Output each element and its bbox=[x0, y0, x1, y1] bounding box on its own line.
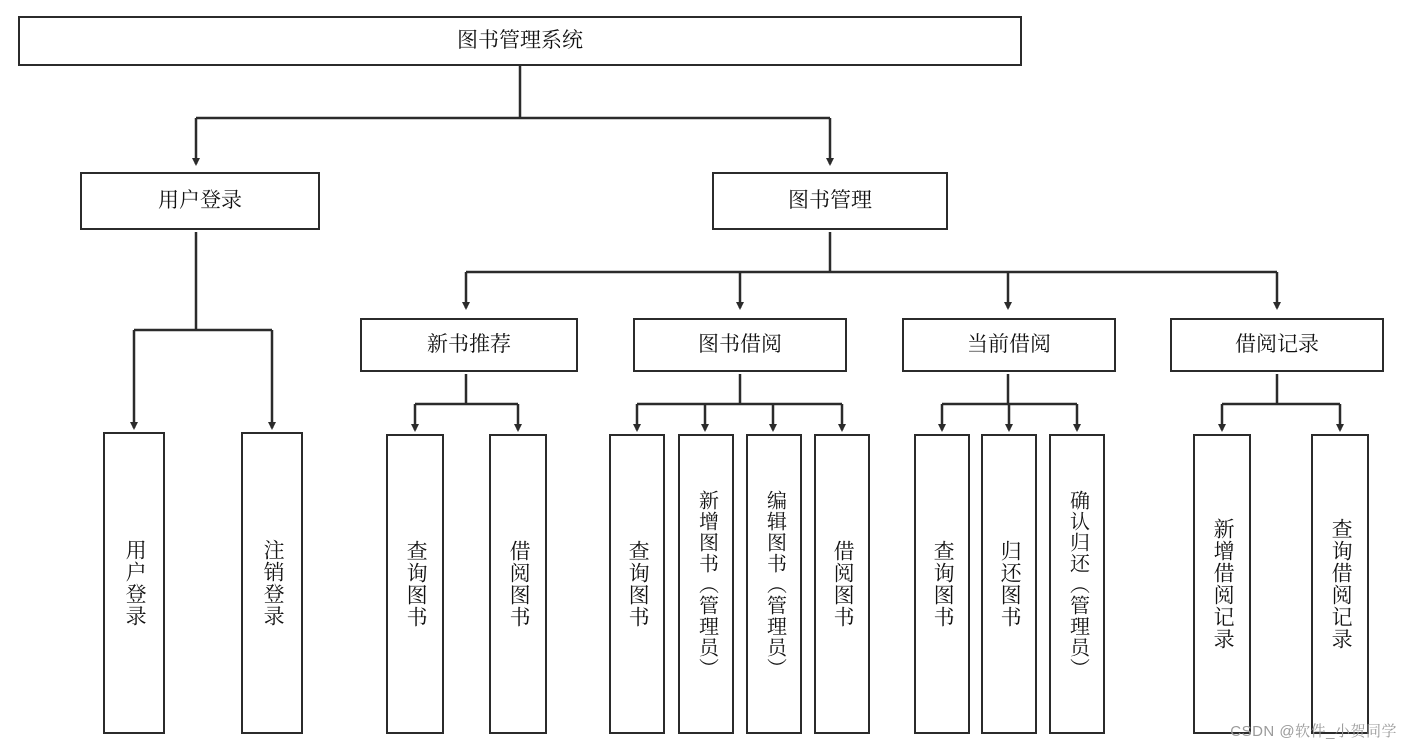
watermark: CSDN @软件_小贺同学 bbox=[1230, 723, 1397, 740]
node-user-login[interactable] bbox=[80, 172, 320, 230]
leaf-current-query-label: 查询图书 bbox=[931, 540, 955, 628]
leaf-borrow-edit-label: 编辑图书（管理员） bbox=[763, 489, 786, 679]
node-borrow-records-label: 借阅记录 bbox=[1235, 333, 1319, 357]
node-book-borrow[interactable] bbox=[633, 318, 847, 372]
leaf-records-add[interactable] bbox=[1193, 434, 1251, 734]
leaf-new-book-query-label: 查询图书 bbox=[404, 540, 428, 628]
node-book-management-label: 图书管理 bbox=[788, 189, 872, 213]
leaf-borrow-borrow-label: 借阅图书 bbox=[831, 540, 855, 628]
leaf-current-query[interactable] bbox=[914, 434, 970, 734]
leaf-records-query[interactable] bbox=[1311, 434, 1369, 734]
leaf-new-book-query[interactable] bbox=[386, 434, 444, 734]
node-new-book-recommend[interactable] bbox=[360, 318, 578, 372]
leaf-user-login-logout-label: 注销登录 bbox=[261, 539, 285, 627]
leaf-records-add-label: 新增借阅记录 bbox=[1211, 518, 1235, 650]
node-user-login-label: 用户登录 bbox=[158, 189, 242, 213]
leaf-borrow-query[interactable] bbox=[609, 434, 665, 734]
node-root[interactable] bbox=[18, 16, 1022, 66]
leaf-borrow-add-label: 新增图书（管理员） bbox=[695, 489, 718, 679]
leaf-user-login-login[interactable] bbox=[103, 432, 165, 734]
node-book-management[interactable] bbox=[712, 172, 948, 230]
node-book-borrow-label: 图书借阅 bbox=[698, 333, 782, 357]
leaf-current-confirm-return[interactable] bbox=[1049, 434, 1105, 734]
leaf-current-confirm-return-label: 确认归还（管理员） bbox=[1066, 489, 1089, 679]
leaf-borrow-add[interactable] bbox=[678, 434, 734, 734]
leaf-current-return[interactable] bbox=[981, 434, 1037, 734]
leaf-borrow-edit[interactable] bbox=[746, 434, 802, 734]
leaf-borrow-borrow[interactable] bbox=[814, 434, 870, 734]
leaf-new-book-borrow[interactable] bbox=[489, 434, 547, 734]
node-borrow-records[interactable] bbox=[1170, 318, 1384, 372]
node-new-book-recommend-label: 新书推荐 bbox=[427, 333, 511, 357]
leaf-current-return-label: 归还图书 bbox=[998, 540, 1022, 628]
leaf-records-query-label: 查询借阅记录 bbox=[1329, 518, 1353, 650]
leaf-new-book-borrow-label: 借阅图书 bbox=[507, 540, 531, 628]
node-current-borrow[interactable] bbox=[902, 318, 1116, 372]
leaf-user-login-logout[interactable] bbox=[241, 432, 303, 734]
node-root-label: 图书管理系统 bbox=[457, 29, 583, 53]
leaf-user-login-login-label: 用户登录 bbox=[123, 539, 147, 627]
node-current-borrow-label: 当前借阅 bbox=[967, 333, 1051, 357]
leaf-borrow-query-label: 查询图书 bbox=[626, 540, 650, 628]
